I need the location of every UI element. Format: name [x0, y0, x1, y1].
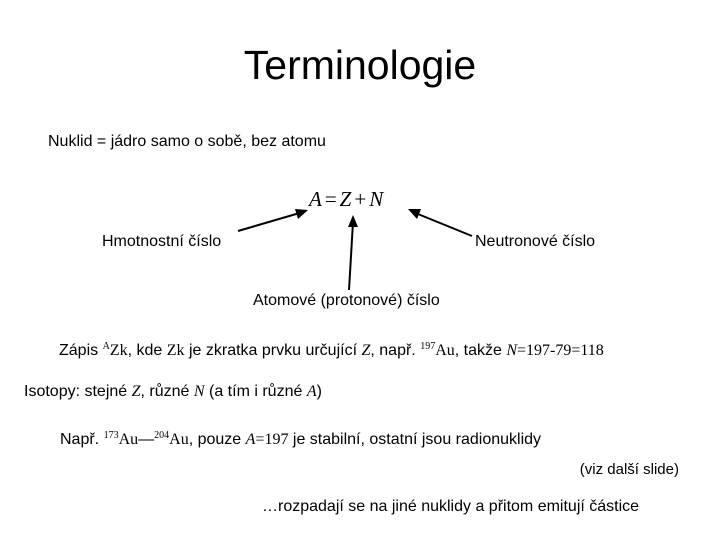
isotopes-z: Z: [131, 383, 141, 400]
example-sup-173: 173: [103, 430, 119, 441]
neutron-number-label: Neutronové číslo: [475, 233, 596, 250]
example-sup-204: 204: [154, 430, 170, 441]
isotopes-text-1: Isotopy: stejné: [24, 383, 132, 400]
example-a: A: [245, 431, 256, 448]
formula-equals: =: [324, 187, 337, 211]
example-au-2: Au: [169, 431, 189, 448]
notation-text-1: Zápis: [59, 342, 103, 359]
notation-text-4: , např.: [370, 342, 421, 359]
example-dash: —: [138, 431, 155, 448]
decay-note: …rozpadají se na jiné nuklidy a přitom emitují částice: [262, 498, 640, 515]
notation-text-2: , kde: [127, 342, 167, 359]
example-eq-197: =197: [255, 431, 289, 448]
arrow-to-z: [349, 222, 353, 290]
notation-line: [59, 342, 604, 360]
notation-z: Z: [361, 342, 371, 359]
notation-zk-1: Zk: [109, 342, 128, 359]
example-line: [60, 431, 541, 449]
formula-z: Z: [339, 187, 352, 211]
isotopes-text-3: (a tím i různé: [204, 383, 307, 400]
notation-n: N: [506, 342, 517, 359]
isotopes-text-2: , různé: [140, 383, 194, 400]
example-au-1: Au: [118, 431, 139, 448]
arrow-to-a: [238, 212, 303, 231]
isotopes-a: A: [306, 383, 317, 400]
formula-plus: +: [354, 187, 367, 211]
isotopes-line: [24, 383, 322, 401]
notation-sup-197: 197: [420, 341, 436, 352]
example-text-2: , pouze: [188, 431, 246, 448]
nuclide-definition: Nuklid = jádro samo o sobě, bez atomu: [48, 133, 326, 150]
example-text-1: Např.: [60, 431, 104, 448]
formula-a: A: [309, 187, 322, 211]
notation-text-3: je zkratka prvku určující: [184, 342, 362, 359]
example-text-3: je stabilní, ostatní jsou radionuklidy: [288, 431, 542, 448]
isotopes-text-4: ): [316, 383, 322, 400]
notation-zk-2: Zk: [166, 342, 185, 359]
isotopes-n: N: [193, 383, 205, 400]
arrowhead-a: [295, 209, 308, 219]
mass-number-label: Hmotnostní číslo: [102, 233, 222, 250]
arrow-to-n: [413, 212, 472, 236]
notation-sup-a: A: [102, 341, 110, 352]
notation-calc: =197-79=118: [517, 342, 604, 359]
next-slide-note: (viz další slide): [579, 461, 679, 478]
atomic-number-label: Atomové (protonové) číslo: [253, 292, 440, 309]
slide-title: Terminologie: [243, 42, 477, 88]
notation-text-5: , takže: [454, 342, 507, 359]
arrowhead-z: [348, 215, 358, 227]
notation-au: Au: [435, 342, 455, 359]
formula-n: N: [369, 187, 384, 211]
